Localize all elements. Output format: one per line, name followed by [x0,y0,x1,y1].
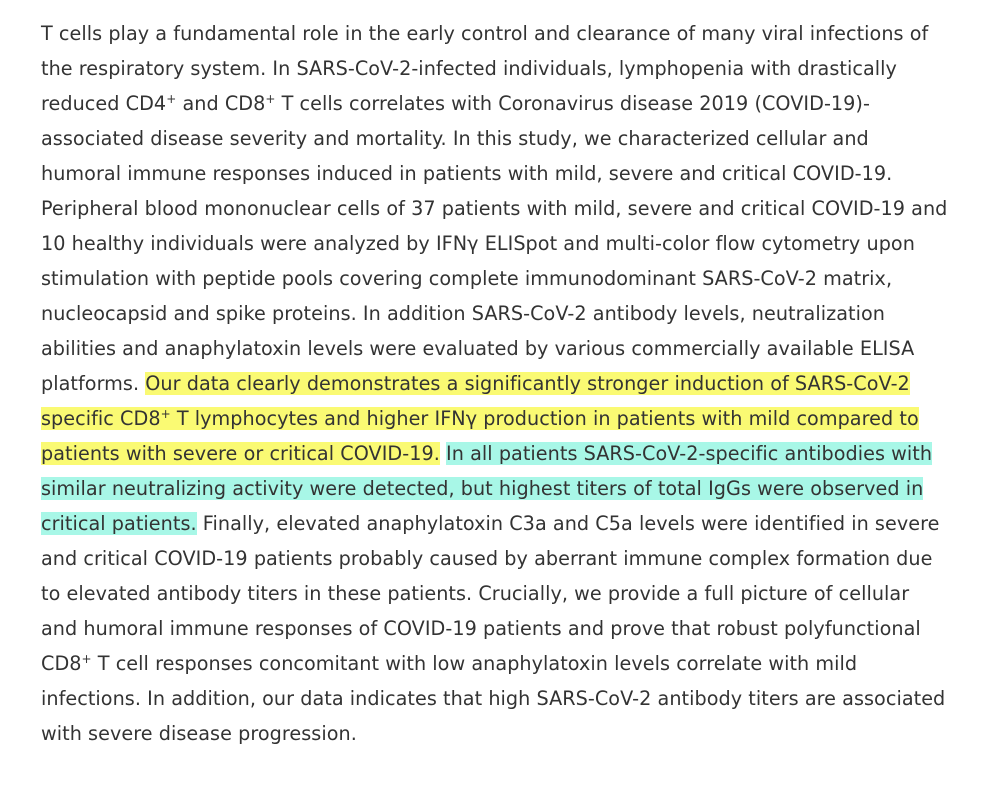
sentence-lymphopenia-b: and CD8 [176,92,266,115]
superscript-plus: + [265,92,276,106]
superscript-plus: + [81,652,92,666]
highlight-yellow-text-b: T lymphocytes and higher IFNγ production in patients with mild compared to patients with severe or critical COVID-19. [41,407,919,465]
sentence-methods: Peripheral blood mononuclear cells of 37 patients with mild, severe and critical COVID-19 and 10 healthy individuals were analyzed by IFNγ ELISpot and multi-color flow cytometry upon stimulation with peptide pools covering complete immunodominant SARS-CoV-2 matrix, nucleocapsid and spike proteins. [41,197,948,325]
superscript-plus: + [160,407,171,421]
sentence-lymphopenia-c: T cells correlates with Coronavirus disease 2019 (COVID-19)-associated disease severity and mortality. [41,92,870,150]
superscript-plus: + [166,92,177,106]
highlight-cyan: In all patients SARS-CoV-2-specific antibodies with similar neutralizing activity were detected, but highest titers of total IgGs were observed in critical patients. [41,442,933,535]
sentence-final: In addition, our data indicates that high SARS-CoV-2 antibody titers are associated with severe disease progression. [41,687,946,745]
abstract-paragraph [41,16,951,751]
sentence-lymphopenia-a: In SARS-CoV-2-infected individuals, lymphopenia with drastically reduced CD4 [41,57,897,115]
sentence-intro: T cells play a fundamental role in the early control and clearance of many viral infections of the respiratory system. [41,22,929,80]
highlight-yellow-text-a: Our data clearly demonstrates a significantly stronger induction of SARS-CoV-2 specific CD8 [41,372,910,430]
sentence-conclusion-a: Crucially, we provide a full picture of cellular and humoral immune responses of COVID-19 patients and prove that robust polyfunctional CD8 [41,582,921,675]
sentence-conclusion-b: T cell responses concomitant with low anaphylatoxin levels correlate with mild infections. [41,652,858,710]
sentence-study: In this study, we characterized cellular and humoral immune responses induced in patients with mild, severe and critical COVID-19. [41,127,893,185]
sentence-anaphylatoxin: Finally, elevated anaphylatoxin C3a and C5a levels were identified in severe and critical COVID-19 patients probably caused by aberrant immune complex formation due to elevated antibody titers in these patients. [41,512,940,605]
sentence-antibody-methods: In addition SARS-CoV-2 antibody levels, neutralization abilities and anaphylatoxin levels were evaluated by various commercially available ELISA platforms. [41,302,915,395]
